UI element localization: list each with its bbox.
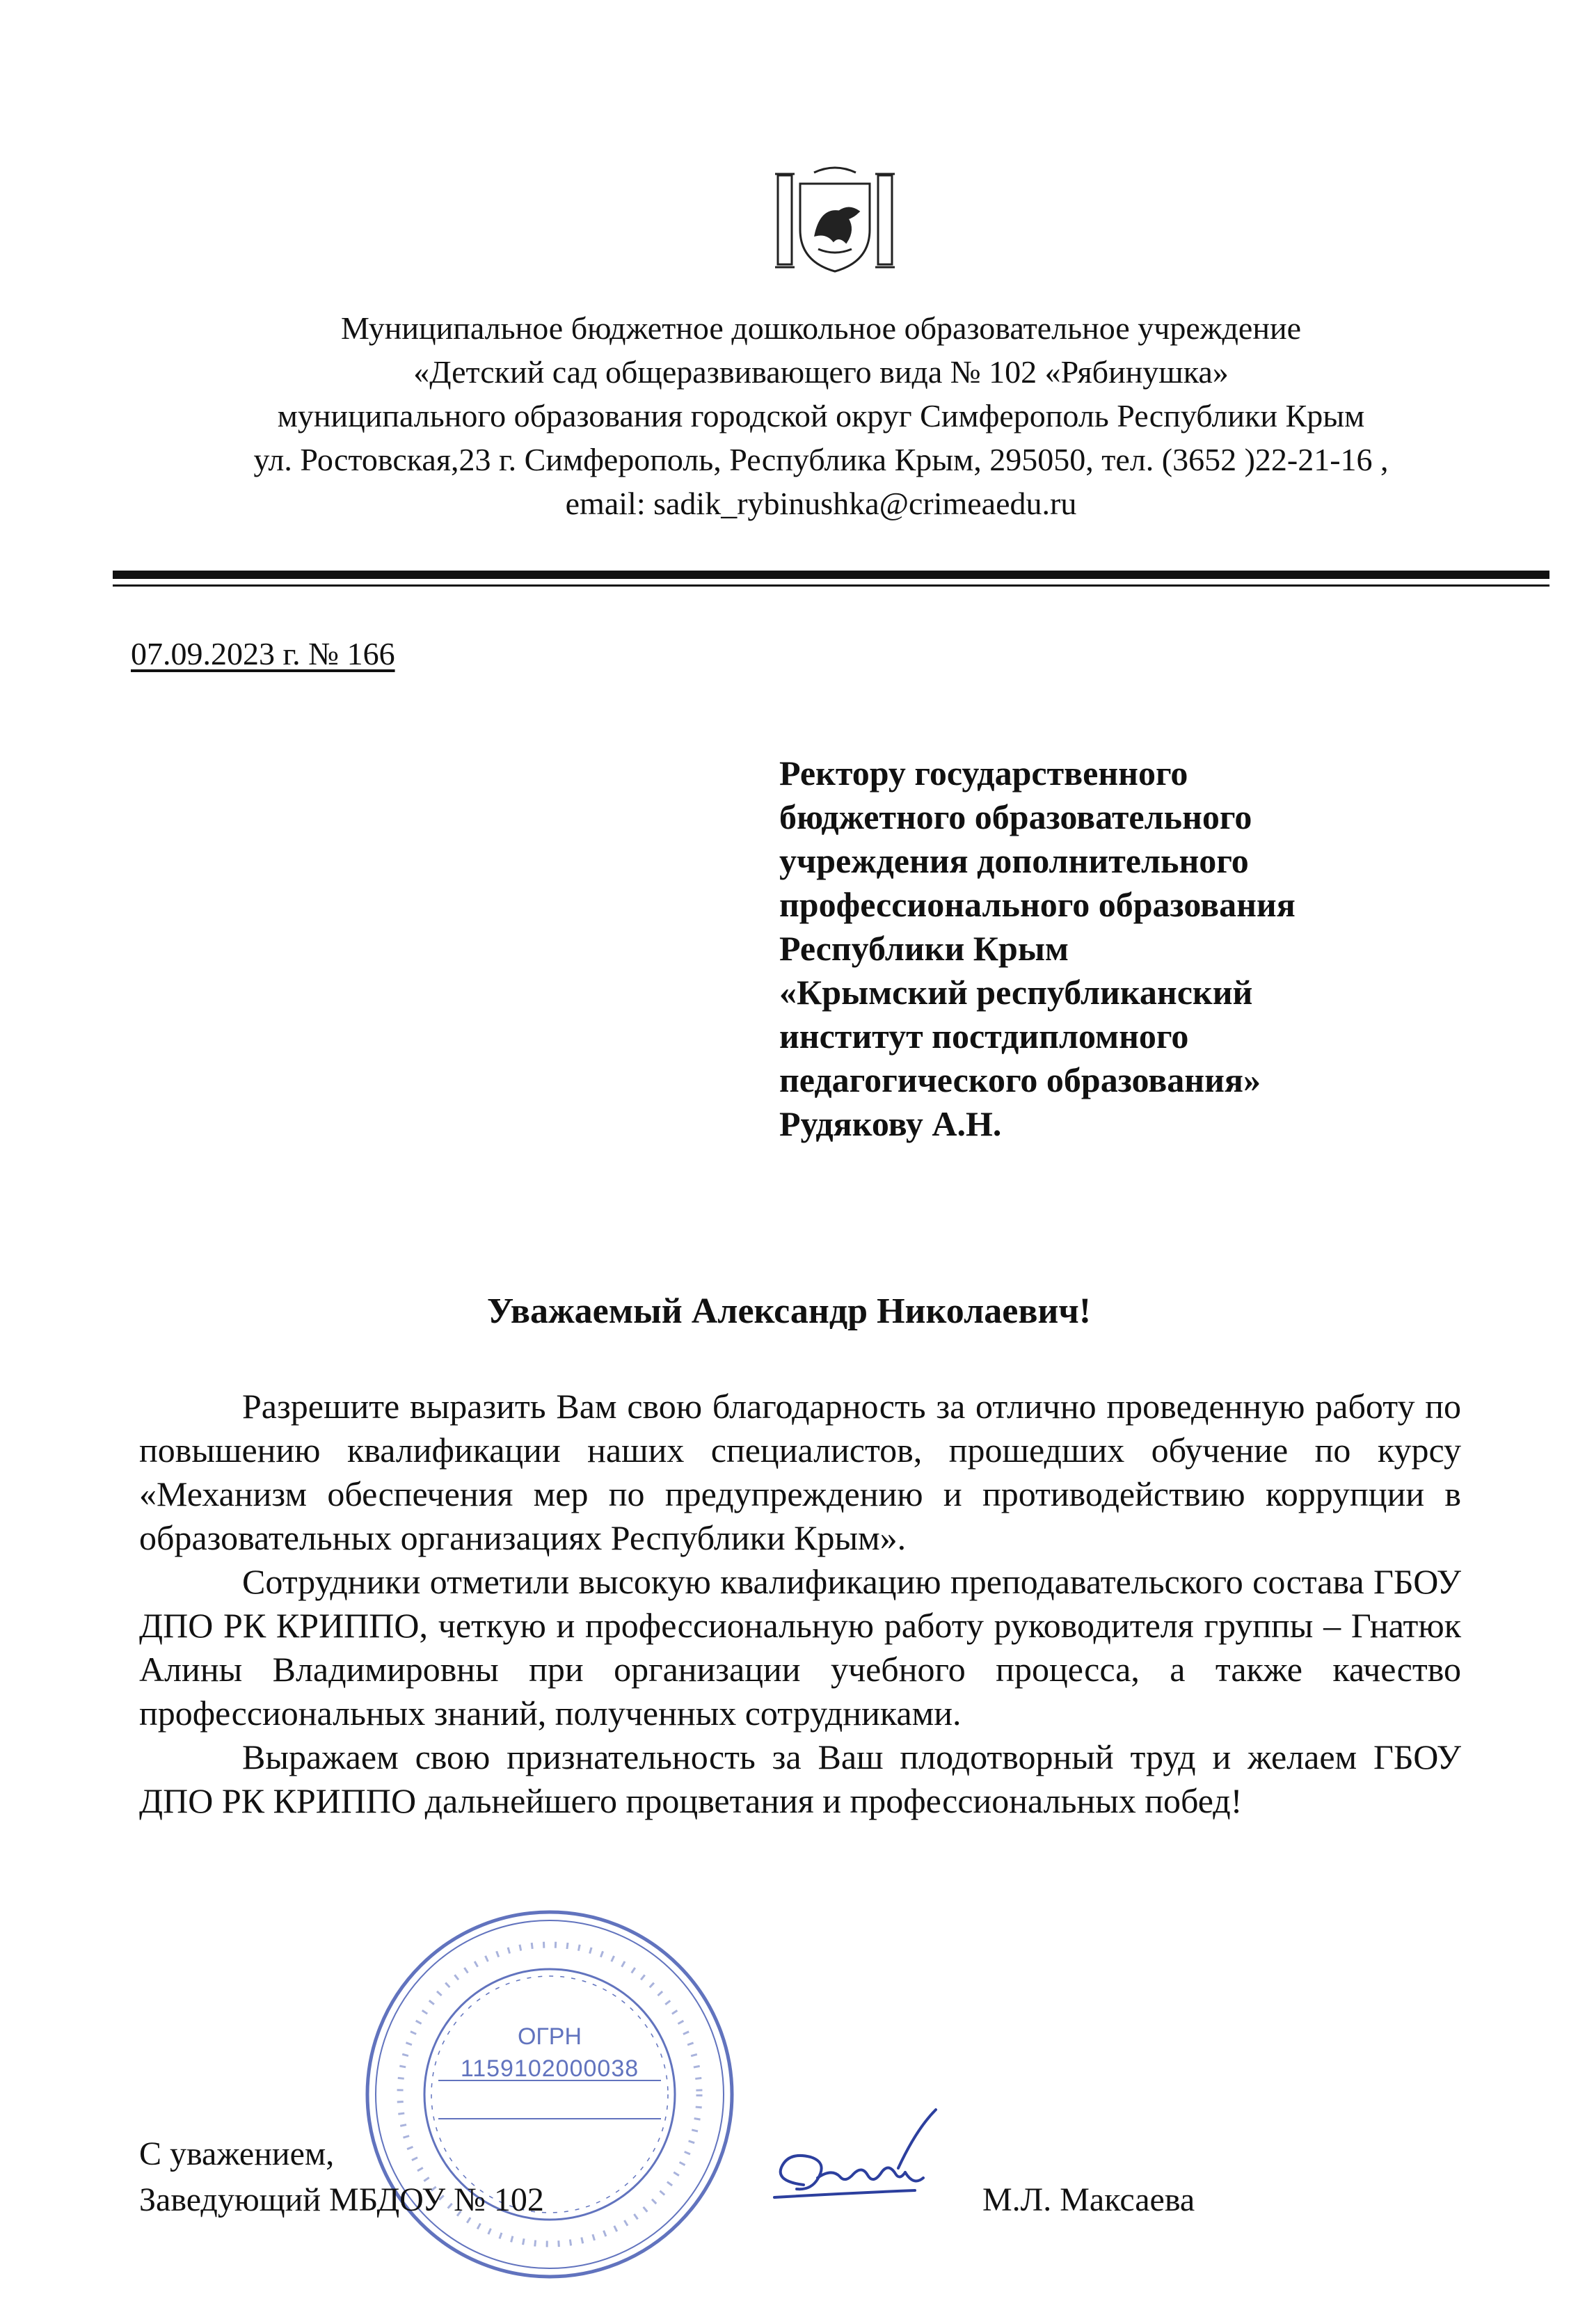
- org-name-line-2: «Детский сад общеразвивающего вида № 102 «Рябинушка»: [413, 354, 1229, 390]
- body-paragraph-3: Выражаем свою признательность за Ваш плодотворный труд и желаем ГБОУ ДПО РК КРИППО дальнейшего процветания и профессиональных побед!: [139, 1737, 1461, 1820]
- addressee-line: педагогического образования»: [779, 1060, 1261, 1099]
- addressee-line: «Крымский республиканский: [779, 973, 1253, 1012]
- letter-body: [139, 1385, 1461, 1823]
- org-address-line: ул. Ростовская,23 г. Симферополь, Республика Крым, 295050, тел. (3652 )22-21-16 ,: [253, 442, 1389, 477]
- signer-name: М.Л. Максаева: [982, 2181, 1195, 2218]
- closing-block: [139, 2131, 544, 2223]
- organization-header: [195, 306, 1447, 525]
- addressee-name: Рудякову А.Н.: [779, 1104, 1002, 1143]
- addressee-block: [779, 751, 1538, 1146]
- body-paragraph-2: Сотрудники отметили высокую квалификацию преподавательского состава ГБОУ ДПО РК КРИППО, четкую и профессиональную работу руководителя группы – Гнатюк Алины Владимировны при организации учебного процесса, а также качество профессиональных знаний, полученных сотрудниками.: [139, 1562, 1461, 1733]
- handwritten-signature: [762, 2101, 950, 2223]
- addressee-line: Ректору государственного: [779, 754, 1188, 793]
- addressee-line: бюджетного образовательного: [779, 797, 1252, 836]
- header-divider-thin: [113, 584, 1549, 587]
- body-paragraph-1: Разрешите выразить Вам свою благодарность за отлично проведенную работу по повышению квалификации наших специалистов, прошедших обучение по курсу «Механизм обеспечения мер по предупреждению и противодействию коррупции в образовательных организациях Республики Крым».: [139, 1387, 1461, 1557]
- salutation: Уважаемый Александр Николаевич!: [486, 1291, 1092, 1331]
- addressee-line: профессионального образования: [779, 885, 1296, 924]
- seal-rings: [362, 1907, 738, 2282]
- seal-ogrn-label: ОГРН: [517, 2023, 582, 2050]
- official-seal: [362, 1907, 738, 2282]
- crimea-emblem-icon: [772, 166, 898, 276]
- org-email-line: email: sadik_rybinushka@crimeaedu.ru: [565, 486, 1077, 521]
- closing-regards: С уважением,: [139, 2135, 335, 2172]
- closing-position: Заведующий МБДОУ № 102: [139, 2181, 544, 2218]
- addressee-line: учреждения дополнительного: [779, 841, 1249, 880]
- letter-date-number: 07.09.2023 г. № 166: [131, 636, 395, 671]
- addressee-line: Республики Крым: [779, 929, 1069, 968]
- header-divider-thick: [113, 571, 1549, 579]
- seal-ogrn-number: 1159102000038: [460, 2055, 639, 2082]
- addressee-line: институт постдипломного: [779, 1017, 1189, 1056]
- org-name-line-3: муниципального образования городской округ Симферополь Республики Крым: [277, 398, 1365, 433]
- org-name-line-1: Муниципальное бюджетное дошкольное образовательное учреждение: [341, 310, 1301, 346]
